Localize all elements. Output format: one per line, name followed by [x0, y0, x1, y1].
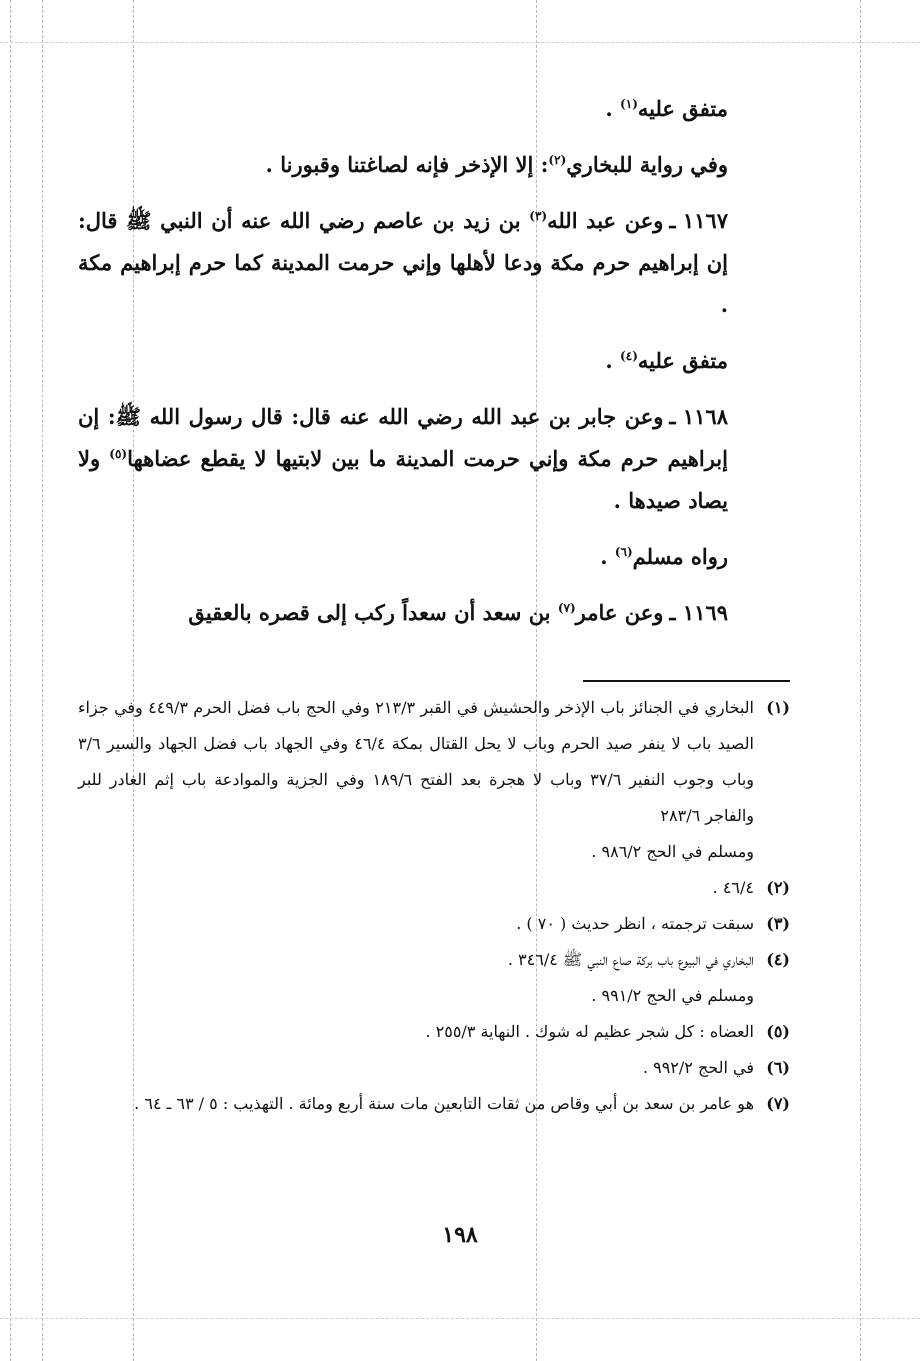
guide-line [0, 1318, 920, 1319]
guide-line [0, 42, 920, 43]
paragraph-muttafaq-1: متفق عليه$^{(١)}$ . [605, 96, 728, 121]
hadith-number: ١١٦٨ ـ [669, 404, 728, 429]
paragraph-muslim: رواه مسلم$^{(٦)}$ . [600, 544, 728, 569]
paragraph-bukhari-riwaya: وفي رواية للبخاري$^{(٢)}$: إلا الإذخر فإنه لصاغتنا وقبورنا . [265, 152, 728, 177]
footnote-1-continuation: ومسلم في الحج ٩٨٦/٢ . [591, 842, 754, 861]
footnote-6: (٦) في الحج ٩٩٢/٢ . [642, 1058, 790, 1077]
footnote-4-continuation: ومسلم في الحج ٩٩١/٢ . [591, 986, 754, 1005]
hadith-1168: ١١٦٨ ـوعن جابر بن عبد الله رضي الله عنه قال: قال رسول الله ﷺ: إن إبراهيم حرم مكة وإني حرمت المدينة ما بين لابتيها لا يقطع عضاهها$^{(٥)}$ ولا يصاد صيدها . [78, 396, 728, 522]
guide-line [42, 0, 43, 1361]
hadith-1167: ١١٦٧ ـوعن عبد الله$^{(٣)}$ بن زيد بن عاصم رضي الله عنه أن النبي ﷺ قال: إن إبراهيم حرم مكة ودعا لأهلها وإني حرمت المدينة كما حرم إبراهيم مكة . [78, 200, 728, 326]
footnotes [78, 690, 790, 1122]
guide-line [860, 0, 861, 1361]
footnote-1: (١) البخاري في الجنائز باب الإذخر والحشيش في القبر ٢١٣/٣ وفي الحج باب فضل الحرم ٤٤٩/٣ وفي جزاء الصيد باب لا ينفر صيد الحرم وباب لا يحل القتال بمكة ٤٦/٤ وفي الجهاد باب فضل الجهاد والسير ٣/٦ وباب وجوب النفير ٣٧/٦ وباب لا هجرة بعد الفتح ١٨٩/٦ وفي الجزية والموادعة باب إثم الغادر للبر والفاجر ٢٨٣/٦ [78, 698, 790, 825]
hadith-1169: ١١٦٩ ـوعن عامر$^{(٧)}$ بن سعد أن سعداً ركب إلى قصره بالعقيق [78, 592, 728, 634]
hadith-number: ١١٦٧ ـ [669, 208, 728, 233]
footnote-3: (٣) سبقت ترجمته ، انظر حديث ( ٧٠ ) . [516, 914, 790, 933]
main-text [78, 88, 728, 634]
paragraph-muttafaq-4: متفق عليه$^{(٤)}$ . [605, 348, 728, 373]
page-number: ١٩٨ [442, 1222, 478, 1248]
footnote-2: (٢) ٤٦/٤ . [712, 878, 790, 897]
guide-line [10, 0, 11, 1361]
footnote-4: (٤) البخاري في البيوع باب بركة صاع النبي ﷺ ٣٤٦/٤ . [507, 950, 790, 969]
footnote-separator [583, 680, 790, 682]
hadith-number: ١١٦٩ ـ [669, 600, 728, 625]
footnote-5: (٥) العضاه : كل شجر عظيم له شوك . النهاية ٢٥٥/٣ . [425, 1022, 790, 1041]
footnote-7: (٧) هو عامر بن سعد بن أبي وقاص من ثقات التابعين مات سنة أربع ومائة . التهذيب : ٥ / ٦٣ ـ ٦٤ . [134, 1094, 790, 1113]
